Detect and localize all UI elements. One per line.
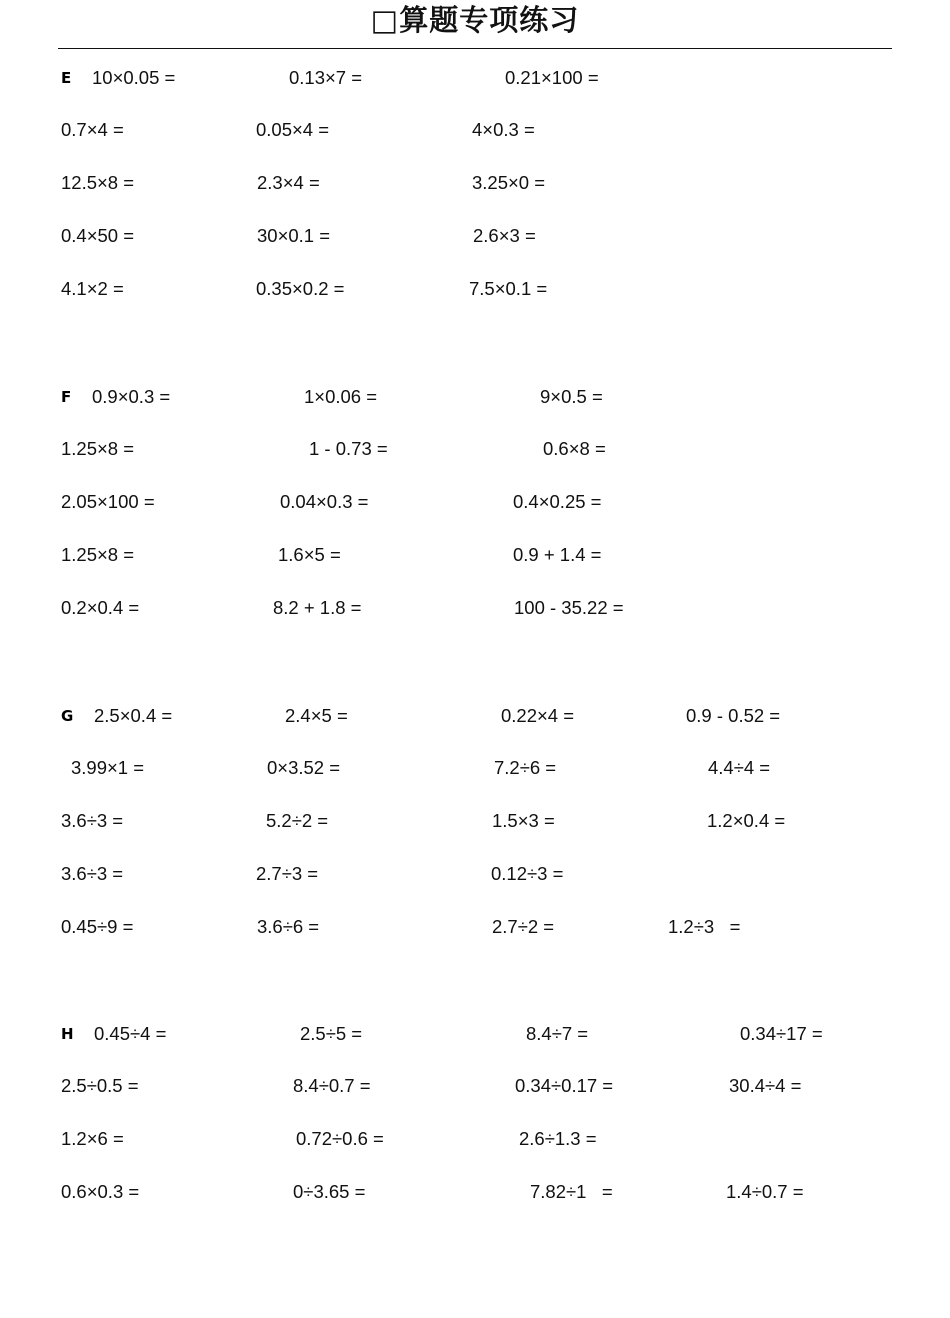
problem: 0.9 - 0.52 = xyxy=(686,705,781,726)
problem: 0.34÷17 = xyxy=(740,1023,823,1044)
problem: 7.2÷6 = xyxy=(494,757,557,778)
problem: 4×0.3 = xyxy=(472,119,535,140)
problem: 1.6×5 = xyxy=(278,544,341,565)
problem: 3.6÷3 = xyxy=(61,863,124,884)
page-title: □算题专项练习 xyxy=(370,3,580,37)
problem: 1.2×0.4 = xyxy=(707,810,786,831)
problem: 2.05×100 = xyxy=(61,491,155,512)
problem: 1.4÷0.7 = xyxy=(726,1181,804,1202)
problem: 8.2 + 1.8 = xyxy=(273,597,362,618)
problem: 2.7÷2 = xyxy=(492,916,555,937)
problem: 1 - 0.73 = xyxy=(309,438,388,459)
problem: 0.6×8 = xyxy=(543,438,606,459)
section-marker: H xyxy=(61,1025,74,1043)
problem: 12.5×8 = xyxy=(61,172,135,193)
problem: 0.21×100 = xyxy=(505,67,599,88)
problem: 3.6÷6 = xyxy=(257,916,320,937)
problem: 1.2×6 = xyxy=(61,1128,124,1149)
problem: 2.3×4 = xyxy=(257,172,320,193)
problem: 2.6÷1.3 = xyxy=(519,1128,597,1149)
problem: 4.4÷4 = xyxy=(708,757,771,778)
problem: 5.2÷2 = xyxy=(266,810,329,831)
problem: 30×0.1 = xyxy=(257,225,331,246)
title-divider xyxy=(58,48,892,49)
problem: 0.4×0.25 = xyxy=(513,491,602,512)
problem: 0.7×4 = xyxy=(61,119,124,140)
problem: 10×0.05 = xyxy=(92,67,176,88)
problem: 1×0.06 = xyxy=(304,386,378,407)
problem: 0.34÷0.17 = xyxy=(515,1075,614,1096)
problem: 30.4÷4 = xyxy=(729,1075,802,1096)
problem: 0.04×0.3 = xyxy=(280,491,369,512)
problem: 0.4×50 = xyxy=(61,225,135,246)
problem: 2.5÷0.5 = xyxy=(61,1075,139,1096)
problem: 7.82÷1 = xyxy=(530,1181,613,1202)
problem: 2.5×0.4 = xyxy=(94,705,173,726)
problem: 2.6×3 = xyxy=(473,225,536,246)
problem: 8.4÷7 = xyxy=(526,1023,589,1044)
problem: 0×3.52 = xyxy=(267,757,341,778)
problem: 3.6÷3 = xyxy=(61,810,124,831)
problem: 100 - 35.22 = xyxy=(514,597,624,618)
section-marker: E xyxy=(61,69,72,87)
problem: 1.25×8 = xyxy=(61,438,135,459)
problem: 0.2×0.4 = xyxy=(61,597,140,618)
problem: 0.9 + 1.4 = xyxy=(513,544,602,565)
problem: 0.05×4 = xyxy=(256,119,330,140)
problem: 0.35×0.2 = xyxy=(256,278,345,299)
problem: 7.5×0.1 = xyxy=(469,278,548,299)
problem: 0.9×0.3 = xyxy=(92,386,171,407)
problem: 0.12÷3 = xyxy=(491,863,564,884)
problem: 0.72÷0.6 = xyxy=(296,1128,384,1149)
problem: 9×0.5 = xyxy=(540,386,603,407)
problem: 2.5÷5 = xyxy=(300,1023,363,1044)
problem: 0.22×4 = xyxy=(501,705,575,726)
problem: 1.2÷3 = xyxy=(668,916,741,937)
section-marker: F xyxy=(61,388,72,406)
problem: 0.6×0.3 = xyxy=(61,1181,140,1202)
problem: 2.7÷3 = xyxy=(256,863,319,884)
problem: 2.4×5 = xyxy=(285,705,348,726)
problem: 1.25×8 = xyxy=(61,544,135,565)
problem: 0.45÷4 = xyxy=(94,1023,167,1044)
problem: 0.13×7 = xyxy=(289,67,363,88)
problem: 1.5×3 = xyxy=(492,810,555,831)
problem: 8.4÷0.7 = xyxy=(293,1075,371,1096)
problem: 3.99×1 = xyxy=(71,757,145,778)
problem: 0÷3.65 = xyxy=(293,1181,366,1202)
section-marker: G xyxy=(61,707,74,725)
problem: 0.45÷9 = xyxy=(61,916,134,937)
problem: 4.1×2 = xyxy=(61,278,124,299)
problem: 3.25×0 = xyxy=(472,172,546,193)
